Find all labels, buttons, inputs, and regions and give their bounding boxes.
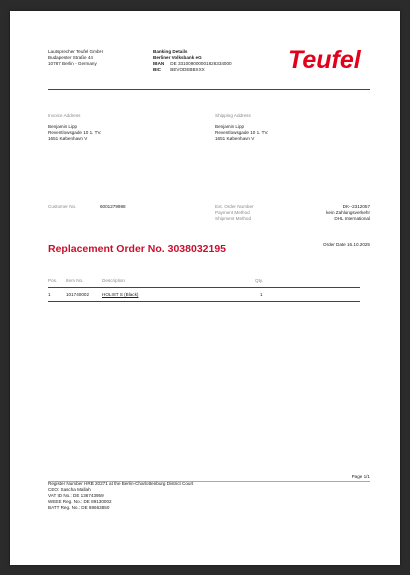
invoice-name: Benjamin Lipp [48, 124, 78, 130]
invoice-address-label: Invoice Address [48, 113, 81, 118]
invoice-city: 1651 København V [48, 136, 88, 142]
invoice-address [48, 113, 101, 142]
th-item: Item No. [66, 278, 84, 283]
header-divider [48, 89, 370, 90]
shipping-address [215, 113, 268, 142]
shipping-street: Reventlowsgade 10 1. TV. [215, 130, 269, 136]
invoice-page [10, 11, 400, 565]
footer-weee: WEEE Reg. No.: DE 89130002 [48, 499, 112, 505]
page-number: Page 1/1 [351, 474, 370, 479]
customer-no-label: Customer No. [48, 204, 77, 209]
iban-value: DE 331009000001826334000 [170, 61, 232, 67]
th-pos: Pos. [48, 278, 58, 283]
table-header-divider [48, 287, 360, 288]
ext-order-value: DK--2312057 [342, 204, 370, 209]
footer-ceo: CEO: Sascha Mallah [48, 487, 91, 493]
shipment-method-value: DHL International [334, 216, 370, 221]
shipping-name: Benjamin Lipp [215, 124, 245, 130]
teufel-logo [288, 44, 370, 76]
shipping-address-label: Shipping Address [215, 113, 251, 118]
th-qty: Qty. [255, 278, 264, 283]
sender-city: 10787 Berlin - Germany [48, 61, 97, 67]
bic-value: BEVODEBBXXX [170, 67, 205, 73]
footer-vat: VAT ID No.: DE 136743959 [48, 493, 104, 499]
iban-label: IBAN [153, 61, 165, 67]
order-title: Replacement Order No. 3038032195 [48, 243, 227, 255]
sender-street: Budapester Straße 44 [48, 55, 93, 61]
sender-company: Lautsprecher Teufel GmbH [48, 49, 103, 54]
sender-block [48, 49, 103, 67]
bic-label: BIC [153, 67, 161, 73]
table-row-divider [48, 301, 360, 302]
shipment-method-label: Shipment Method [215, 216, 252, 221]
row-item: 101740002 [66, 292, 89, 297]
row-pos: 1 [48, 292, 51, 297]
footer-block [48, 481, 193, 511]
invoice-street: Reventlowsgade 10 1. TV. [48, 130, 102, 136]
footer-register: Register Number HRB 20271 at the Berlin-Charlottenburg District Court [48, 481, 194, 486]
bank-name: Berliner Volksbank eG [153, 55, 202, 61]
footer-batt: BATT Reg. No.: DE 88663850 [48, 505, 110, 511]
bank-block [153, 49, 232, 73]
ext-order-label: Ext. Order Number [215, 204, 254, 209]
payment-method-value: kein Zahlungsverkehr [326, 210, 370, 215]
row-desc: HOLIST S (Black) [102, 292, 139, 297]
shipping-city: 1651 København V [215, 136, 255, 142]
order-date: Order Date 16.10.2025 [323, 242, 370, 247]
bank-heading: Banking Details [153, 49, 188, 54]
payment-method-label: Payment Method [215, 210, 250, 215]
customer-no-value: 6001279988 [100, 204, 126, 209]
logo-text: Teufel [288, 46, 361, 74]
row-qty: 1 [260, 292, 263, 297]
th-desc: Description [102, 278, 125, 283]
